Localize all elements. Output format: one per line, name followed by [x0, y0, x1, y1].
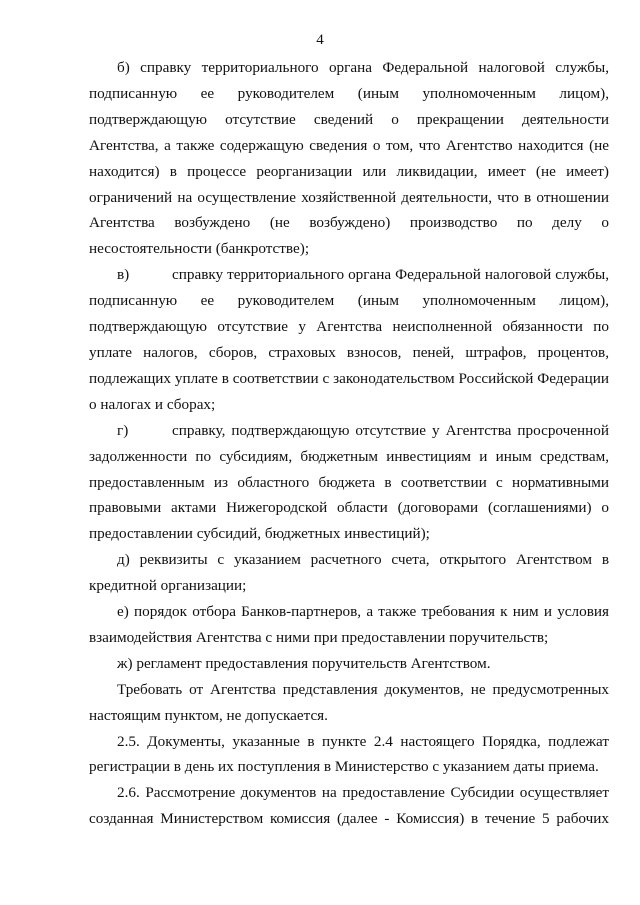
paragraph-text: справку, подтверждающую отсутствие у Агентства просроченной задолженности по субсидиям, бюджетным инвестициям и иным средствам, предоставленным из областного бюджета в соответствии с нормативными правовыми актами Нижегородской области (договорами (соглашениями) о предоставлении субсидий, бюджетных инвестиций);: [89, 421, 609, 543]
list-marker: г): [117, 421, 129, 439]
paragraph-item-zh: ж) регламент предоставления поручительств Агентством.: [117, 654, 491, 672]
page-number: 4: [316, 32, 324, 48]
paragraph-item-d: д) реквизиты с указанием расчетного счета, открытого Агентством в кредитной организации;: [89, 551, 609, 595]
paragraph-2-5: 2.5. Документы, указанные в пункте 2.4 настоящего Порядка, подлежат регистрации в день их поступления в Министерство с указанием даты приема.: [89, 732, 609, 776]
paragraph-2-6: 2.6. Рассмотрение документов на предоставление Субсидии осуществляет созданная Министерством комиссия (далее - Комиссия) в течение 5 рабочих: [89, 784, 609, 828]
paragraph-item-b: б) справку территориального органа Федеральной налоговой службы, подписанную ее руководителем (иным уполномоченным лицом), подтверждающую отсутствие сведений о прекращении деятельности Агентства, а также содержащую сведения о том, что Агентство находится (не находится) в процессе реорганизации или ликвидации, имеет (не имеет) ограничений на осуществление хозяйственной деятельности, что в отношении Агентства возбуждено (не возбуждено) производство по делу о несостоятельности (банкротстве);: [89, 59, 609, 258]
paragraph-restriction: Требовать от Агентства представления документов, не предусмотренных настоящим пунктом, не допускается.: [89, 680, 609, 724]
paragraph-text: справку территориального органа Федеральной налоговой службы, подписанную ее руководителем (иным уполномоченным лицом), подтверждающую отсутствие у Агентства неисполненной обязанности по уплате налогов, сборов, страховых взносов, пеней, штрафов, процентов, подлежащих уплате в соответствии с законодательством Российской Федерации о налогах и сборах;: [89, 266, 609, 413]
paragraph-item-g: [89, 418, 609, 548]
paragraph-item-v: [89, 262, 609, 417]
document-body: [89, 55, 609, 832]
list-marker: в): [117, 266, 130, 284]
paragraph-item-e: е) порядок отбора Банков-партнеров, а также требования к ним и условия взаимодействия Агентства с ними при предоставлении поручительств;: [89, 603, 609, 646]
